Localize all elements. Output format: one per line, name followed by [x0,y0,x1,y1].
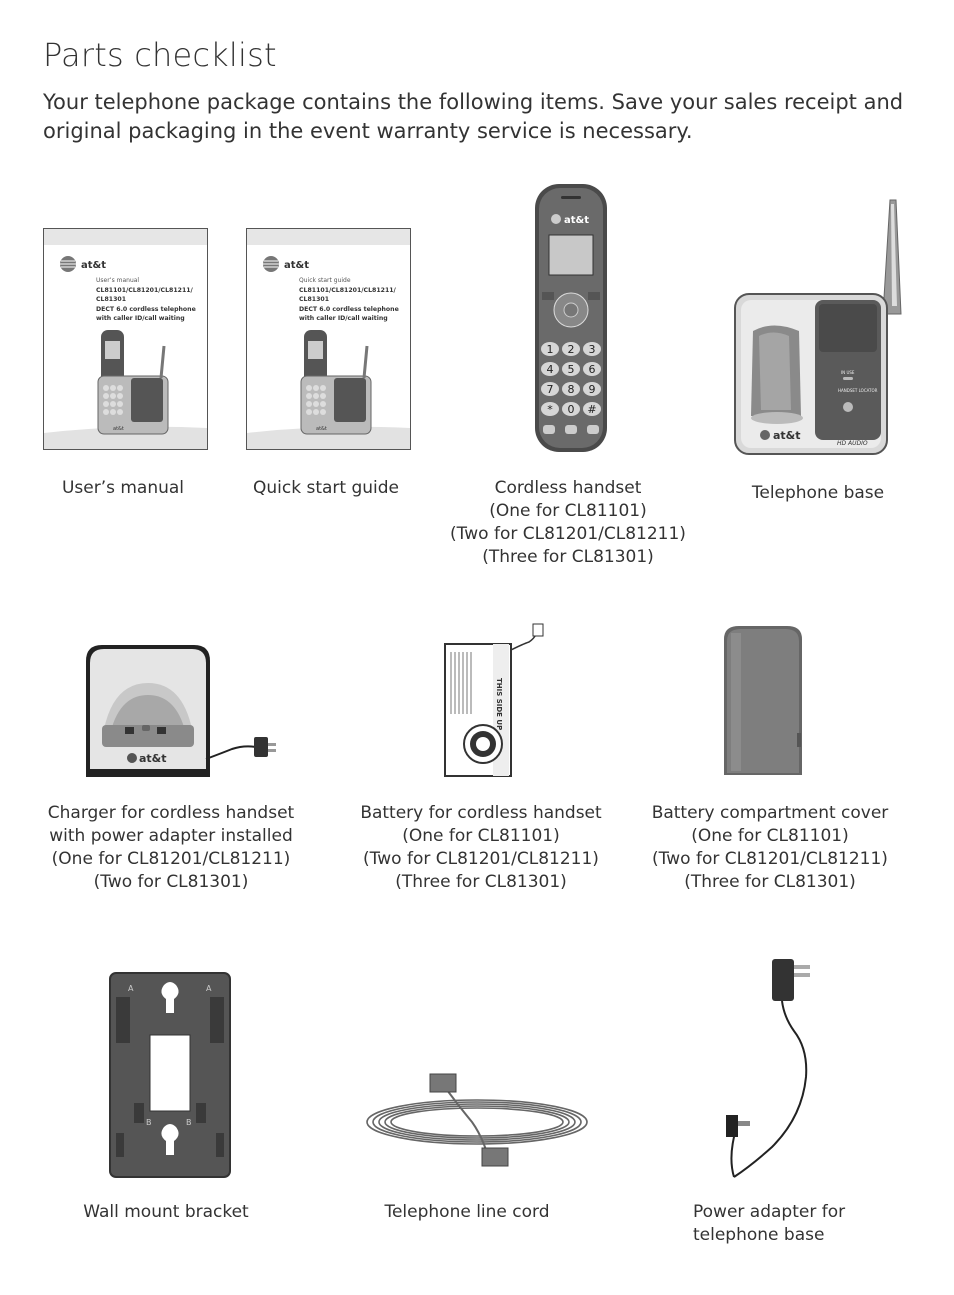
caption-users-manual [43,477,203,500]
caption-line: (Two for CL81301) [93,872,249,892]
caption-power-adapter [693,1201,913,1247]
keypad-key-label: # [587,403,597,416]
keypad-key-label: 5 [567,363,575,376]
keypad-key-label: 3 [588,343,596,356]
keypad-key-label: 9 [588,383,596,396]
caption-line: with power adapter installed [49,826,293,846]
caption-line: (One for CL81201/CL81211) [51,849,291,869]
base-brand: at&t [773,429,801,442]
caption-line: (Two for CL81201/CL81211) [363,849,599,869]
bracket-mark-a2: A [206,984,212,993]
manual-models2: CL81301 [96,296,127,303]
manual-type: User’s manual [96,277,140,284]
caption-line: (One for CL81101) [402,826,560,846]
telephone-base-image [733,196,907,458]
caption-line: Battery compartment cover [651,803,889,823]
bracket-mark-b2: B [186,1118,192,1127]
bracket-mark-a: A [128,984,134,993]
caption-line: Wall mount bracket [83,1202,249,1222]
charger-brand: at&t [139,752,167,765]
caption-telephone-base [738,482,898,505]
guide-models: CL81101/CL81201/CL81211/ [299,287,396,294]
charger-image [82,641,280,779]
keypad-key-label: 0 [567,403,575,416]
intro-text: Your telephone package contains the following items. Save your sales receipt and original packaging in the event warranty service is necessary. [43,90,904,143]
bracket-mark-b: B [146,1118,152,1127]
caption-line: User’s manual [61,478,185,498]
keypad-key-label: 2 [567,343,575,356]
guide-type: Quick start guide [299,277,351,284]
caption-line: (Two for CL81201/CL81211) [450,524,686,544]
caption-line: (One for CL81101) [489,501,647,521]
manual-brand: at&t [81,260,107,271]
users-manual-image [43,228,208,450]
power-adapter-image [722,957,816,1183]
battery-cover-image [721,623,805,778]
caption-line: Telephone line cord [384,1202,550,1222]
manual-desc1: DECT 6.0 cordless telephone [96,306,196,313]
base-hd-label: HD AUDIO [837,440,868,447]
guide-brand: at&t [284,260,310,271]
battery-image [443,622,549,778]
svg-text:at&t: at&t [113,426,124,432]
caption-line: Battery for cordless handset [360,803,602,823]
caption-line: (Three for CL81301) [482,547,654,567]
manual-desc2: with caller ID/call waiting [96,315,185,322]
caption-line: (Three for CL81301) [395,872,567,892]
caption-line: telephone base [693,1225,825,1245]
telephone-line-cord-image [362,1070,592,1170]
handset-brand: at&t [564,215,590,226]
keypad-key-label: 1 [546,343,554,356]
base-locator-label: HANDSET LOCATOR [838,388,878,393]
keypad-key-label: 4 [546,363,554,376]
caption-line: (Two for CL81201/CL81211) [652,849,888,869]
guide-desc1: DECT 6.0 cordless telephone [299,306,399,313]
caption-charger [21,802,321,894]
caption-line: Quick start guide [252,478,399,498]
caption-line: (One for CL81101) [691,826,849,846]
guide-models2: CL81301 [299,296,330,303]
keypad-key-label: 6 [588,363,596,376]
caption-line: (Three for CL81301) [684,872,856,892]
caption-battery-cover [630,802,910,894]
keypad-key-label: * [547,403,553,416]
caption-telephone-line-cord [367,1201,567,1224]
svg-text:at&t: at&t [316,426,327,432]
caption-line: Telephone base [751,483,885,503]
caption-line: Charger for cordless handset [47,803,295,823]
caption-quick-start-guide [246,477,406,500]
guide-desc2: with caller ID/call waiting [299,315,388,322]
manual-models: CL81101/CL81201/CL81211/ [96,287,193,294]
base-inuse-label: IN USE [841,370,855,375]
caption-wall-mount-bracket [66,1201,266,1224]
page-title: Parts checklist [43,36,277,74]
cordless-handset-image [533,182,609,454]
battery-label: THIS SIDE UP [495,678,503,731]
wall-mount-bracket-image [108,971,232,1179]
keypad-key-label: 7 [546,383,554,396]
caption-cordless-handset [428,477,708,569]
quick-start-guide-image [246,228,411,450]
caption-battery [340,802,622,894]
caption-line: Power adapter for [693,1202,846,1222]
keypad-key-label: 8 [567,383,575,396]
caption-line: Cordless handset [494,478,642,498]
